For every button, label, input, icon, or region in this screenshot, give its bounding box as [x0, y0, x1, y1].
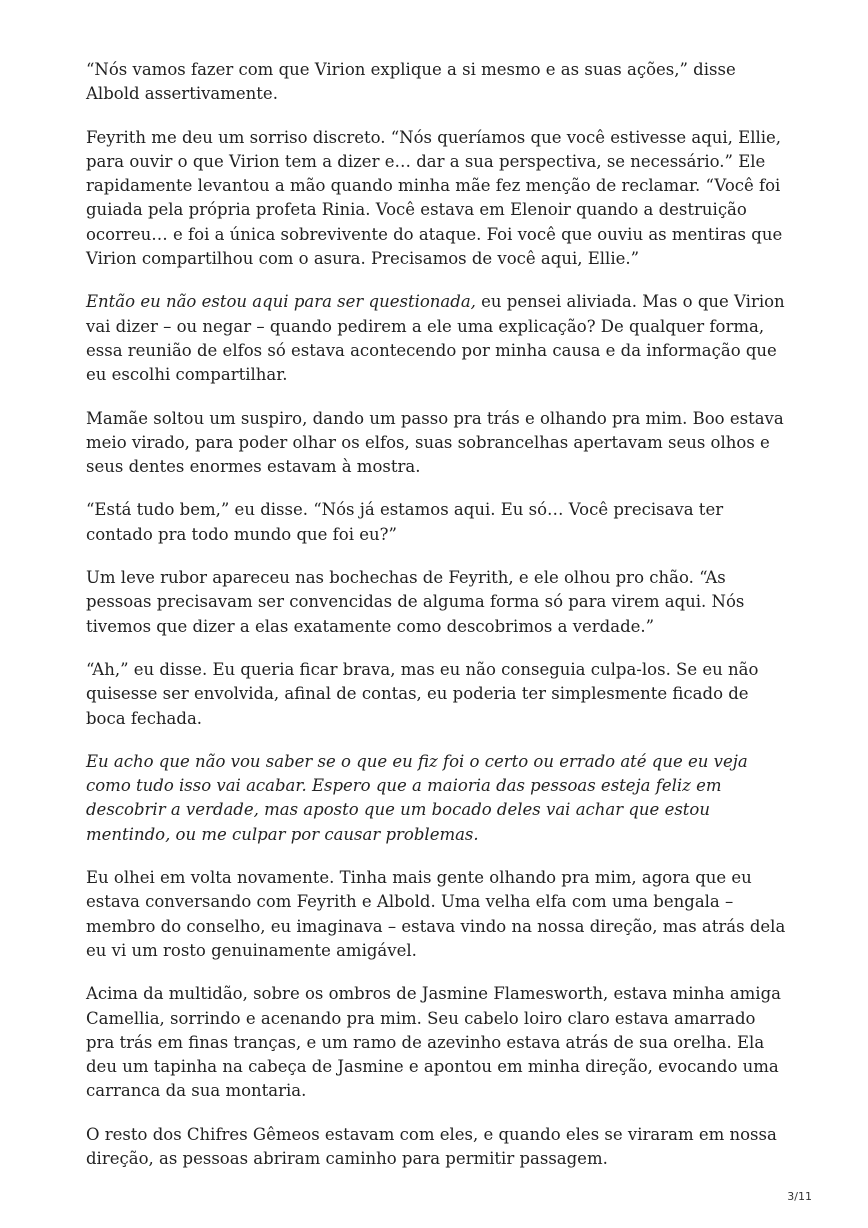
page-number: 3/11 — [787, 1190, 812, 1203]
paragraph-5: “Está tudo bem,” eu disse. “Nós já estamos aqui. Eu só… Você precisava ter contado pra todo mundo que foi eu?” — [86, 500, 724, 544]
document-page — [86, 58, 786, 1190]
paragraph-3-text: eu pensei aliviada. Mas o que Virion vai dizer – ou negar – quando pedirem a ele uma explicação? De qualquer forma, essa reunião de elfos só estava acontecendo por minha causa e da informação que eu escolhi compartilhar. — [86, 292, 785, 385]
paragraph-8-italic: Eu acho que não vou saber se o que eu fiz foi o certo ou errado até que eu veja como tudo isso vai acabar. Espero que a maioria das pessoas esteja feliz em descobrir a verdade, mas aposto que um bocado deles vai achar que estou mentindo, ou me culpar por causar problemas. — [86, 751, 748, 844]
paragraph-1: “Nós vamos fazer com que Virion explique a si mesmo e as suas ações,” disse Albold assertivamente. — [86, 60, 736, 104]
paragraph-11: O resto dos Chifres Gêmeos estavam com eles, e quando eles se viraram em nossa direção, as pessoas abriram caminho para permitir passagem. — [86, 1124, 777, 1168]
paragraph-6: Um leve rubor apareceu nas bochechas de Feyrith, e ele olhou pro chão. “As pessoas precisavam ser convencidas de alguma forma só para virem aqui. Nós tivemos que dizer a elas exatamente como descobrimos a verdade.” — [86, 568, 745, 636]
paragraph-3-italic-lead: Então eu não estou aqui para ser questionada, — [86, 292, 476, 312]
paragraph-2: Feyrith me deu um sorriso discreto. “Nós queríamos que você estivesse aqui, Ellie, para ouvir o que Virion tem a dizer e… dar a sua perspectiva, se necessário.” Ele rapidamente levantou a mão quando minha mãe fez menção de reclamar. “Você foi guiada pela própria profeta Rinia. Você estava em Elenoir quando a destruição ocorreu… e foi a única sobrevivente do ataque. Foi você que ouviu as mentiras que Virion compartilhou com o asura. Precisamos de você aqui, Ellie.” — [86, 127, 783, 269]
paragraph-7: “Ah,” eu disse. Eu queria ficar brava, mas eu não conseguia culpa-los. Se eu não quisesse ser envolvida, afinal de contas, eu poderia ter simplesmente ficado de boca fechada. — [86, 659, 759, 728]
paragraph-10: Acima da multidão, sobre os ombros de Jasmine Flamesworth, estava minha amiga Camellia, sorrindo e acenando pra mim. Seu cabelo loiro claro estava amarrado pra trás em finas tranças, e um ramo de azevinho estava atrás de sua orelha. Ela deu um tapinha na cabeça de Jasmine e apontou em minha direção, evocando uma carranca da sua montaria. — [86, 984, 781, 1101]
paragraph-9: Eu olhei em volta novamente. Tinha mais gente olhando pra mim, agora que eu estava conversando com Feyrith e Albold. Uma velha elfa com uma bengala – membro do conselho, eu imaginava – estava vindo na nossa direção, mas atrás dela eu vi um rosto genuinamente amigável. — [86, 868, 786, 960]
paragraph-4: Mamãe soltou um suspiro, dando um passo pra trás e olhando pra mim. Boo estava meio virado, para poder olhar os elfos, suas sobrancelhas apertavam seus olhos e seus dentes enormes estavam à mostra. — [86, 408, 784, 477]
paragraph-3 — [86, 290, 786, 387]
